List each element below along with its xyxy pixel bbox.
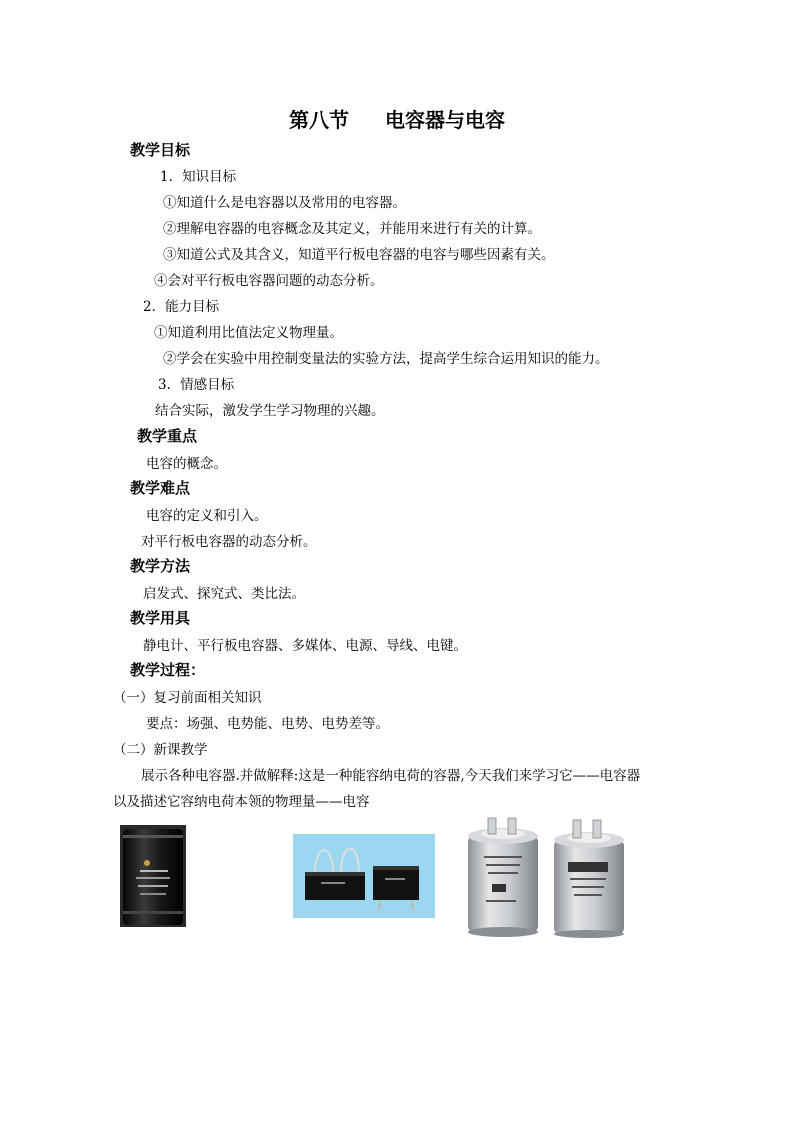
process-step-1-detail: 要点：场强、电势能、电势、电势差等。	[146, 716, 389, 732]
emotion-item-1: 结合实际，激发学生学习物理的兴趣。	[155, 403, 385, 419]
key-point-1: 电容的概念。	[146, 456, 227, 472]
title-section-number: 第八节	[289, 108, 349, 132]
knowledge-item-1: ①知道什么是电容器以及常用的电容器。	[163, 195, 406, 211]
electrolytic-capacitor-image	[120, 825, 186, 927]
heading-key-points: 教学重点	[137, 427, 198, 445]
subheading-ability: 2．能力目标	[143, 299, 220, 315]
title-topic: 电容器与电容	[385, 108, 505, 132]
knowledge-item-2: ②理解电容器的电容概念及其定义，并能用来进行有关的计算。	[163, 221, 541, 237]
difficulty-item-2: 对平行板电容器的动态分析。	[141, 534, 317, 550]
process-step-2: （二）新课教学	[113, 742, 208, 758]
heading-difficulty: 教学难点	[130, 479, 191, 497]
process-step-2-detail-line1: 展示各种电容器.并做解释:这是一种能容纳电荷的容器,今天我们来学习它——电容器	[141, 768, 641, 784]
ability-item-1: ①知道利用比值法定义物理量。	[154, 325, 343, 341]
page-title	[0, 104, 794, 133]
tools-item-1: 静电计、平行板电容器、多媒体、电源、导线、电键。	[143, 638, 467, 654]
knowledge-item-3: ③知道公式及其含义，知道平行板电容器的电容与哪些因素有关。	[163, 247, 555, 263]
process-step-2-detail-line2: 以及描述它容纳电荷本领的物理量——电容	[113, 794, 370, 810]
heading-process: 教学过程：	[130, 661, 206, 679]
knowledge-item-4: ④会对平行板电容器问题的动态分析。	[154, 273, 384, 289]
ability-item-2: ②学会在实验中用控制变量法的实验方法，提高学生综合运用知识的能力。	[163, 351, 609, 367]
method-item-1: 启发式、探究式、类比法。	[143, 586, 305, 602]
box-capacitors-image	[293, 834, 435, 918]
heading-method: 教学方法	[130, 557, 191, 575]
process-step-1: （一）复习前面相关知识	[113, 690, 262, 706]
subheading-emotion: 3．情感目标	[158, 377, 235, 393]
difficulty-item-1: 电容的定义和引入。	[146, 508, 268, 524]
subheading-knowledge: 1．知识目标	[160, 169, 237, 185]
heading-tools: 教学用具	[130, 609, 191, 627]
motor-capacitors-image	[462, 812, 632, 938]
heading-goals: 教学目标	[130, 141, 191, 159]
